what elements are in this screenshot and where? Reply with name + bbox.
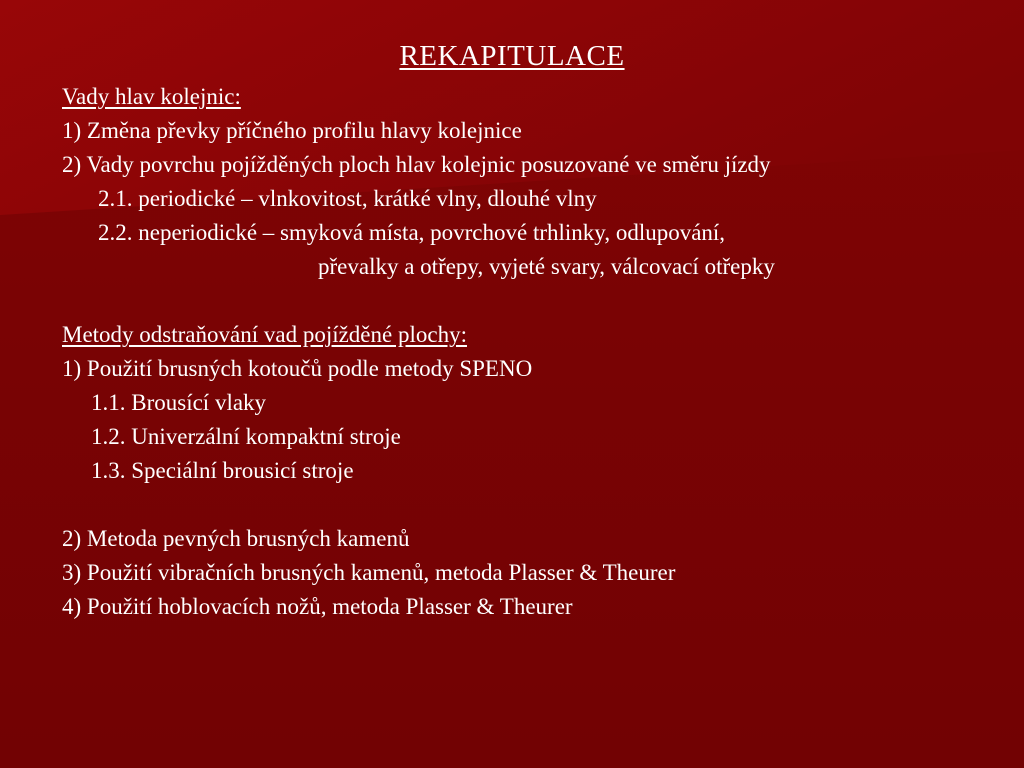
- slide-title: REKAPITULACE: [399, 40, 625, 72]
- methods-heading: Metody odstraňování vad pojížděné plochy:: [62, 322, 467, 347]
- defect-item-2-1: 2.1. periodické – vlnkovitost, krátké vlny, dlouhé vlny: [98, 186, 597, 211]
- defect-item-2-2-continuation: převalky a otřepy, vyjeté svary, válcovací otřepky: [318, 254, 775, 279]
- defect-item-1: 1) Změna převky příčného profilu hlavy kolejnice: [62, 118, 522, 143]
- method-item-1-3: 1.3. Speciální brousicí stroje: [91, 458, 354, 483]
- method-item-1: 1) Použití brusných kotoučů podle metody SPENO: [62, 356, 533, 381]
- defect-item-2: 2) Vady povrchu pojížděných ploch hlav kolejnic posuzované ve směru jízdy: [62, 152, 771, 177]
- method-item-1-1: 1.1. Brousící vlaky: [91, 390, 267, 415]
- method-item-2: 2) Metoda pevných brusných kamenů: [62, 526, 410, 551]
- method-item-3: 3) Použití vibračních brusných kamenů, metoda Plasser & Theurer: [62, 560, 676, 585]
- method-item-4: 4) Použití hoblovacích nožů, metoda Plasser & Theurer: [62, 594, 573, 619]
- defects-heading: Vady hlav kolejnic:: [62, 84, 241, 109]
- method-item-1-2: 1.2. Univerzální kompaktní stroje: [91, 424, 401, 449]
- defect-item-2-2: 2.2. neperiodické – smyková místa, povrchové trhlinky, odlupování,: [98, 220, 726, 245]
